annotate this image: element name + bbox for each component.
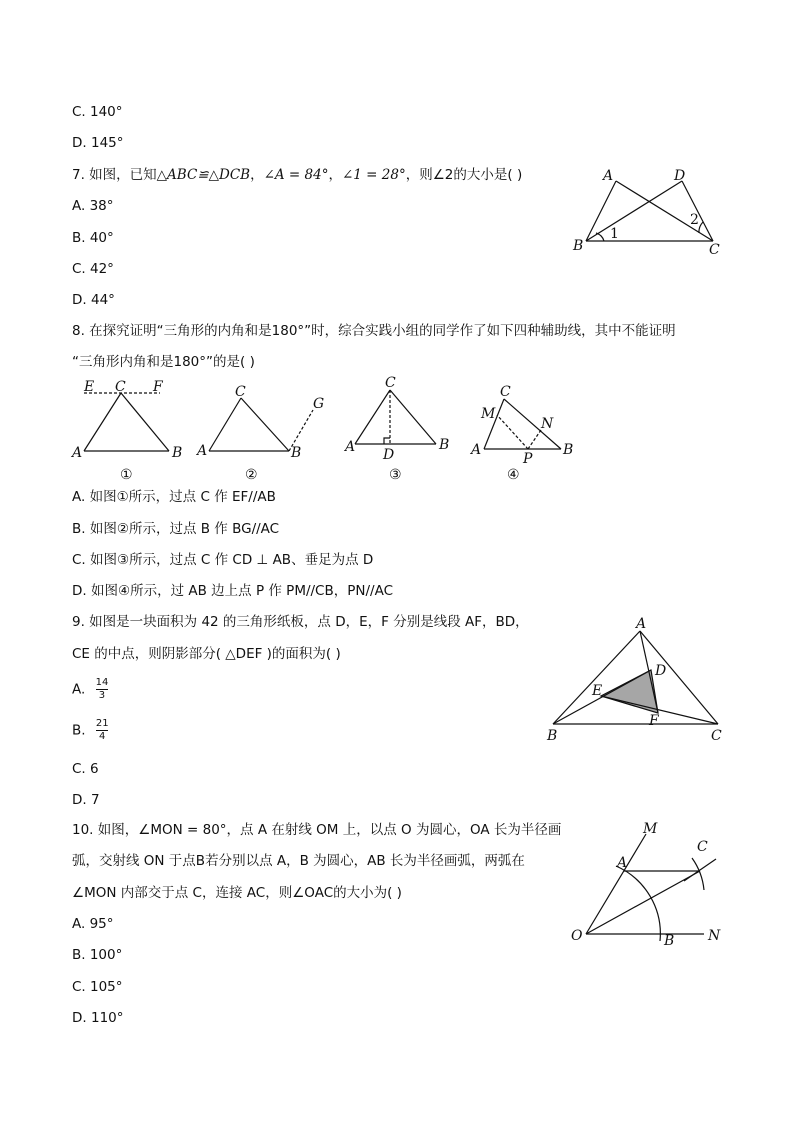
- q9-option-b: [72, 719, 109, 742]
- q9-option-b-den: 4: [99, 731, 106, 742]
- q7-label-1: 1: [610, 226, 619, 242]
- q8-option-c: C. 如图③所示，过点 C 作 CD ⊥ AB、垂足为点 D: [72, 552, 374, 568]
- q7-angle-1: ∠1 = 28°: [341, 167, 406, 183]
- q10-option-b: B. 100°: [72, 947, 123, 963]
- q8-f3-label-b: B: [439, 437, 450, 453]
- q10-seg-oc: [586, 871, 700, 934]
- q8-f4-label-a: A: [471, 442, 482, 458]
- q10-label-c: C: [697, 839, 708, 855]
- q8-f2-label-a: A: [197, 443, 208, 459]
- q9-option-d: D. 7: [72, 792, 100, 808]
- q9-option-a-letter: A.: [72, 681, 86, 698]
- q6-option-c: C. 140°: [72, 104, 123, 120]
- q9-label-e: E: [592, 683, 603, 699]
- q9-option-b-fraction: [96, 719, 109, 742]
- q7-congruence: △ABC≌△DCB: [156, 167, 251, 183]
- q8-f3-label-a: A: [345, 439, 356, 455]
- q8-f4-pn: [528, 430, 541, 449]
- q8-f4-label-m: M: [481, 406, 496, 422]
- q8-f3-caption: ③: [389, 467, 402, 483]
- q10-stem-line3: ∠MON 内部交于点 C，连接 AC，则∠OAC的大小为( ): [72, 885, 402, 901]
- q9-label-b: B: [547, 728, 558, 744]
- q8-f3-bc: [390, 390, 436, 444]
- q8-f3-ac: [355, 390, 390, 444]
- q9-stem-line1: 9. 如图是一块面积为 42 的三角形纸板，点 D，E，F 分别是线段 AF，BD，: [72, 614, 529, 630]
- q10-arc-c2: [684, 859, 716, 881]
- q8-f4-label-p: P: [523, 451, 533, 467]
- q10-option-d: D. 110°: [72, 1010, 124, 1026]
- q7-sep1: ，: [250, 167, 264, 183]
- q10-option-a: A. 95°: [72, 916, 114, 932]
- q7-angle-arc-2: [699, 222, 703, 233]
- q8-f3-label-c: C: [385, 375, 396, 391]
- q9-seg-ab: [553, 631, 640, 724]
- q8-f1-bc: [121, 393, 169, 451]
- q10-ray-om: [586, 834, 646, 934]
- q8-f4-label-b: B: [563, 442, 574, 458]
- q10-label-m: M: [643, 821, 658, 837]
- q8-f4-label-c: C: [500, 384, 511, 400]
- q7-option-d: D. 44°: [72, 292, 115, 308]
- q8-f1-label-b: B: [172, 445, 183, 461]
- q7-angle-a: ∠A = 84°: [263, 167, 329, 183]
- q10-stem-line1: 10. 如图，∠MON = 80°，点 A 在射线 OM 上，以点 O 为圆心，OA 长为半径画: [72, 822, 562, 838]
- q7-option-a: A. 38°: [72, 198, 114, 214]
- q7-label-c: C: [709, 242, 720, 258]
- q10-figure: [565, 820, 730, 950]
- q8-f1-label-e: E: [84, 379, 95, 395]
- q7-figure: [570, 164, 730, 264]
- q9-option-b-num: 21: [95, 718, 109, 729]
- q8-f4-label-n: N: [541, 416, 554, 432]
- q8-f1-label-a: A: [72, 445, 83, 461]
- q10-option-c: C. 105°: [72, 979, 123, 995]
- q7-label-a: A: [603, 168, 614, 184]
- q8-f4-pm: [497, 415, 528, 449]
- q7-label-d: D: [674, 168, 686, 184]
- q8-f2-label-g: G: [313, 396, 325, 412]
- q8-option-d: D. 如图④所示，过 AB 边上点 P 作 PM//CB，PN//AC: [72, 583, 394, 599]
- q9-option-c: C. 6: [72, 761, 99, 777]
- q8-f4-caption: ④: [507, 467, 520, 483]
- q8-stem-line1: 8. 在探究证明“三角形的内角和是180°”时，综合实践小组的同学作了如下四种辅助线，其中不能证明: [72, 323, 676, 339]
- q9-option-a: [72, 678, 108, 701]
- q7-suffix: ，则∠2的大小是( ): [405, 167, 523, 183]
- q10-label-b: B: [664, 933, 675, 949]
- q8-f2-bc: [241, 398, 289, 451]
- q8-f1-ac: [84, 393, 121, 451]
- q8-f1-label-f: F: [153, 379, 163, 395]
- q9-option-a-den: 3: [98, 690, 106, 701]
- q10-label-n: N: [708, 928, 721, 944]
- q9-option-a-num: 14: [95, 677, 109, 688]
- q8-option-a: A. 如图①所示，过点 C 作 EF//AB: [72, 489, 276, 505]
- q10-stem-line2: 弧，交射线 ON 于点B若分别以点 A，B 为圆心，AB 长为半径画弧，两弧在: [72, 853, 525, 869]
- q9-label-f: F: [649, 713, 659, 729]
- q7-label-b: B: [573, 238, 584, 254]
- q7-sep2: ，: [328, 167, 342, 183]
- q8-figures: [70, 374, 580, 486]
- q7-label-2: 2: [690, 212, 699, 228]
- q8-f2-label-c: C: [235, 384, 246, 400]
- q10-arc-ab: [616, 866, 660, 941]
- q9-seg-ce: [601, 696, 718, 724]
- q9-label-d: D: [655, 663, 667, 679]
- q7-option-b: B. 40°: [72, 230, 114, 246]
- q8-f3-right-angle: [384, 438, 390, 444]
- q8-f2-ac: [209, 398, 241, 451]
- q8-f3-label-d: D: [383, 447, 395, 463]
- q7-stem: [72, 166, 522, 184]
- q7-option-c: C. 42°: [72, 261, 114, 277]
- q8-option-b: B. 如图②所示，过点 B 作 BG//AC: [72, 521, 280, 537]
- q8-f1-caption: ①: [120, 467, 133, 483]
- q9-option-a-fraction: [96, 678, 109, 701]
- q8-f2-caption: ②: [245, 467, 258, 483]
- q7-prefix: 7. 如图，已知: [72, 167, 157, 183]
- q9-option-b-letter: B.: [72, 722, 86, 739]
- q6-option-d: D. 145°: [72, 135, 124, 151]
- q10-label-o: O: [571, 928, 583, 944]
- q9-figure: [540, 612, 730, 742]
- q9-label-c: C: [711, 728, 722, 744]
- q8-f2-label-b: B: [291, 445, 302, 461]
- q10-label-a: A: [617, 855, 628, 871]
- q9-label-a: A: [636, 616, 647, 632]
- q9-stem-line2: CE 的中点，则阴影部分( △DEF )的面积为( ): [72, 646, 341, 662]
- q8-stem-line2: “三角形内角和是180°”的是( ): [72, 354, 255, 370]
- q8-f1-label-c: C: [115, 379, 126, 395]
